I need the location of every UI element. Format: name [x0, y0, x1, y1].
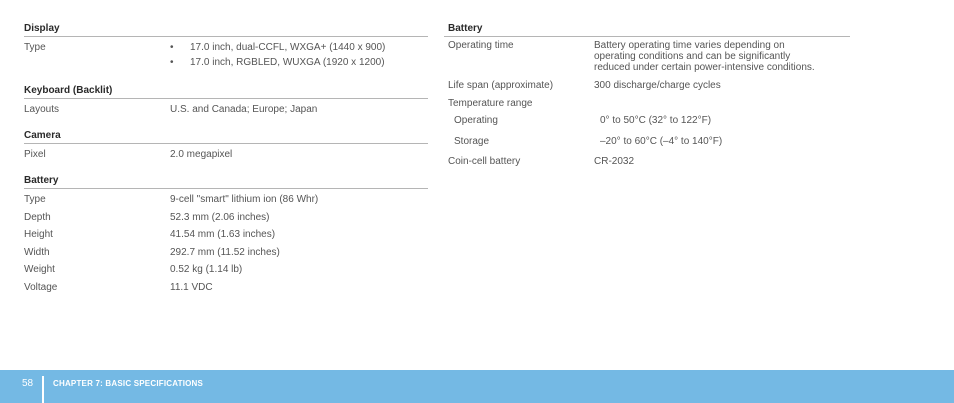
page-number: 58	[22, 378, 34, 389]
spec-row-coin-cell	[444, 156, 850, 168]
section-title-camera: Camera	[24, 127, 428, 144]
spec-label: Pixel	[24, 149, 46, 160]
spec-label: Type	[24, 42, 46, 53]
spec-label: Type	[24, 194, 46, 205]
table-row	[24, 279, 428, 297]
spec-row-display-type	[24, 37, 428, 70]
spec-label: Storage	[454, 136, 490, 147]
spec-value: 0° to 50°C (32° to 122°F)	[600, 115, 712, 126]
spec-label: Operating	[454, 115, 498, 126]
section-title-battery: Battery	[24, 172, 428, 189]
footer-divider	[42, 376, 44, 403]
spec-label: Weight	[24, 264, 55, 276]
table-row	[24, 244, 428, 262]
spec-row-operating-time	[444, 37, 850, 73]
chapter-title: CHAPTER 7: BASIC SPECIFICATIONS	[53, 379, 204, 388]
spec-row-temperature-range	[444, 98, 850, 110]
table-row	[24, 261, 428, 279]
right-spec-column	[444, 20, 850, 168]
battery-spec-table	[24, 189, 428, 297]
spec-value: 9-cell "smart" lithium ion (86 Whr)	[170, 194, 319, 205]
table-row	[24, 191, 428, 209]
spec-label: Width	[24, 246, 50, 258]
spec-value: 2.0 megapixel	[170, 149, 233, 160]
spec-label: Temperature range	[448, 98, 533, 109]
section-title-display: Display	[24, 20, 428, 37]
spec-value: U.S. and Canada; Europe; Japan	[170, 104, 318, 115]
list-item: • 17.0 inch, RGBLED, WUXGA (1920 x 1200)	[170, 55, 428, 70]
spec-row-pixel	[24, 144, 428, 162]
spec-label: Height	[24, 229, 53, 241]
spec-value: 292.7 mm (11.52 inches)	[170, 246, 280, 258]
table-row	[24, 209, 428, 227]
spec-row-storage-temp	[444, 136, 850, 148]
spec-row-layouts	[24, 99, 428, 117]
section-title-keyboard: Keyboard (Backlit)	[24, 82, 428, 99]
list-item: • 17.0 inch, dual-CCFL, WXGA+ (1440 x 900)	[170, 40, 428, 55]
left-spec-column	[24, 20, 428, 297]
spec-value: 300 discharge/charge cycles	[594, 80, 721, 91]
display-type-list	[170, 40, 428, 70]
spec-label: Operating time	[448, 40, 514, 51]
spec-label: Voltage	[24, 281, 58, 293]
page-footer	[0, 370, 954, 403]
spec-label: Layouts	[24, 104, 60, 115]
spec-value: –20° to 60°C (–4° to 140°F)	[600, 136, 723, 147]
spec-value: 11.1 VDC	[170, 281, 213, 293]
table-row	[24, 226, 428, 244]
spec-value	[594, 98, 850, 110]
spec-row-life-span	[444, 80, 850, 92]
spec-value: 52.3 mm (2.06 inches)	[170, 211, 270, 223]
spec-value: 0.52 kg (1.14 lb)	[170, 264, 243, 276]
spec-label: Depth	[24, 211, 51, 223]
spec-label: Life span (approximate)	[448, 80, 554, 91]
spec-label: Coin-cell battery	[448, 156, 521, 167]
spec-value	[170, 40, 428, 70]
spec-value: CR-2032	[594, 156, 635, 167]
spec-row-operating-temp	[444, 115, 850, 127]
spec-value: Battery operating time varies depending on operating conditions and can be significantly reduced under certain power-intensive conditions.	[594, 40, 815, 73]
spec-value: 41.54 mm (1.63 inches)	[170, 229, 276, 241]
section-title-battery-continued: Battery	[444, 20, 850, 37]
